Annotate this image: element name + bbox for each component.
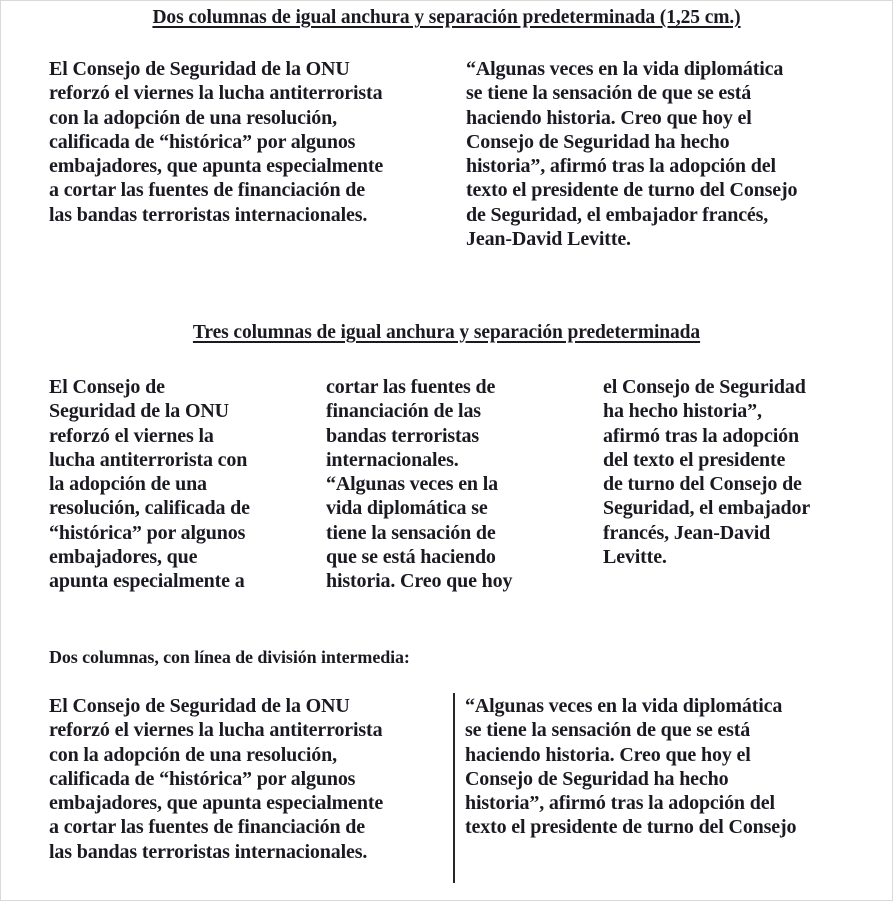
text-line: del texto el presidente: [603, 448, 786, 471]
text-line: ha hecho historia”,: [603, 400, 762, 423]
text-line: historia”, afirmó tras la adopción del: [466, 155, 776, 178]
text-line: Jean-David Levitte.: [466, 228, 631, 251]
text-line: Seguridad de la ONU: [49, 400, 229, 423]
text-line: a cortar las fuentes de financiación de: [49, 179, 365, 202]
text-line: El Consejo de Seguridad de la ONU: [49, 58, 350, 80]
column-3: [603, 375, 858, 594]
text-line: las bandas terroristas internacionales.: [49, 203, 368, 226]
text-line: que se está haciendo: [326, 546, 496, 569]
column-2: [466, 57, 849, 251]
text-line: con la adopción de una resolución,: [49, 743, 337, 766]
text-line: Levitte.: [603, 546, 667, 569]
text-line: financiación de las: [326, 400, 481, 423]
text-line: texto el presidente de turno del Consejo: [466, 179, 798, 202]
text-line: de turno del Consejo de: [603, 473, 802, 496]
text-line: embajadores, que apunta especialmente: [49, 155, 384, 178]
section-two-columns-with-rule: [49, 694, 849, 864]
text-line: “histórica” por algunos: [49, 521, 246, 544]
text-line: se tiene la sensación de que se está: [466, 82, 752, 105]
text-line: francés, Jean-David: [603, 521, 771, 544]
text-line: bandas terroristas: [326, 424, 480, 447]
text-line: “Algunas veces en la: [326, 473, 499, 496]
text-line: reforzó el viernes la lucha antiterrorista: [49, 719, 383, 742]
text-line: de Seguridad, el embajador francés,: [466, 203, 769, 226]
text-line: historia. Creo que hoy: [326, 570, 513, 593]
text-line: lucha antiterrorista con: [49, 448, 248, 471]
text-line: reforzó el viernes la lucha antiterrorista: [49, 82, 383, 105]
heading-three-columns-default: Tres columnas de igual anchura y separación predeterminada: [192, 322, 701, 343]
text-line: apunta especialmente a: [49, 570, 245, 593]
text-line: vida diplomática se: [326, 497, 488, 520]
text-line: Consejo de Seguridad ha hecho: [465, 767, 729, 790]
column-2: [465, 694, 848, 864]
text-line: calificada de “histórica” por algunos: [49, 767, 356, 790]
text-line: “Algunas veces en la vida diplomática: [465, 695, 783, 717]
column-divider-rule: [453, 693, 455, 883]
text-line: la adopción de una: [49, 473, 207, 496]
heading-two-columns-default: Dos columnas de igual anchura y separación predeterminada (1,25 cm.): [152, 7, 741, 28]
text-line: haciendo historia. Creo que hoy el: [466, 106, 752, 129]
text-line: resolución, calificada de: [49, 497, 250, 520]
text-line: las bandas terroristas internacionales.: [49, 840, 368, 863]
text-line: embajadores, que apunta especialmente: [49, 792, 384, 815]
text-line: el Consejo de Seguridad: [603, 376, 806, 398]
heading-two-columns-with-rule: Dos columnas, con línea de división intermedia:: [49, 647, 410, 667]
text-line: “Algunas veces en la vida diplomática: [466, 58, 784, 80]
text-line: texto el presidente de turno del Consejo: [465, 816, 797, 839]
text-line: tiene la sensación de: [326, 521, 496, 544]
text-line: Consejo de Seguridad ha hecho: [466, 130, 730, 153]
text-line: a cortar las fuentes de financiación de: [49, 816, 365, 839]
section-three-equal-columns: [49, 375, 859, 594]
text-line: El Consejo de: [49, 376, 165, 398]
text-line: con la adopción de una resolución,: [49, 106, 337, 129]
column-1: [49, 694, 432, 864]
text-line: se tiene la sensación de que se está: [465, 719, 751, 742]
column-1: [49, 57, 432, 251]
text-line: calificada de “histórica” por algunos: [49, 130, 356, 153]
column-2: [326, 375, 581, 594]
text-line: El Consejo de Seguridad de la ONU: [49, 695, 350, 717]
text-line: Seguridad, el embajador: [603, 497, 811, 520]
text-line: embajadores, que: [49, 546, 198, 569]
text-line: afirmó tras la adopción: [603, 424, 799, 447]
text-line: historia”, afirmó tras la adopción del: [465, 792, 775, 815]
text-line: haciendo historia. Creo que hoy el: [465, 743, 751, 766]
section-two-equal-columns: [49, 57, 849, 251]
text-line: internacionales.: [326, 448, 459, 471]
column-1: [49, 375, 304, 594]
text-line: cortar las fuentes de: [326, 376, 496, 398]
text-line: reforzó el viernes la: [49, 424, 214, 447]
